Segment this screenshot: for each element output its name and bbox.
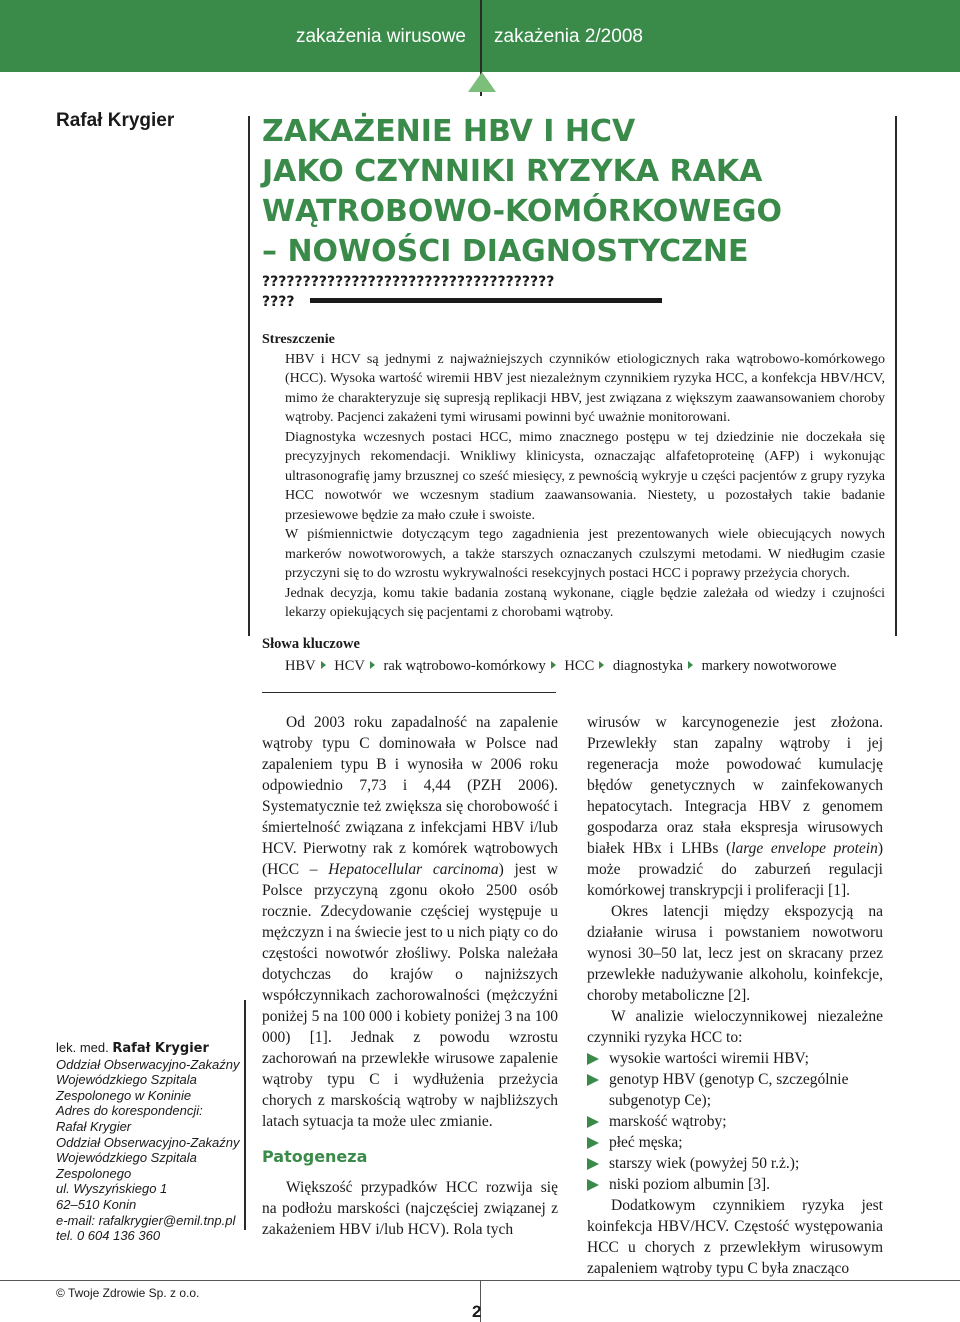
section-rule (262, 692, 556, 693)
author-affiliation (56, 1040, 242, 1244)
keyword: diagnostyka (612, 658, 683, 674)
keyword-separator-icon (599, 661, 604, 669)
abstract-heading: Streszczenie (262, 332, 335, 347)
keywords-label: Słowa kluczowe (262, 636, 360, 652)
english-title-line: ???? (262, 294, 295, 310)
author-line: lek. med. Rafał Krygier (56, 1040, 209, 1056)
keyword-separator-icon (688, 661, 693, 669)
header-section-label: zakażenia wirusowe (295, 26, 466, 47)
correspondence-department: Oddział Obserwacyjno-Zakaźny Wojewódzkiego Szpitala Zespolonego (56, 1134, 240, 1181)
body-paragraph: Większość przypadków HCC rozwija się na podłożu marskości (najczęściej związanej z zakażeniem HBV i/lub HCV). Rola tych (262, 1179, 558, 1238)
list-item: starszy wiek (powyżej 50 r.ż.); (587, 1153, 883, 1174)
keyword: HBV (285, 658, 316, 674)
keyword: rak wątrobowo-komórkowy (383, 658, 546, 674)
title-line: WĄTROBOWO-KOMÓRKOWEGO (262, 194, 782, 229)
body-paragraph: Okres latencji między ekspozycją na działanie wirusa i powstaniem nowotworu wynosi 30–50 lat, lecz jest on skracany przez przewlekłe nadużywanie alkoholu, koinfekcje, choroby metaboliczne [2]. (587, 903, 883, 1004)
english-title (262, 272, 554, 312)
risk-factor-list (587, 1048, 883, 1195)
author-name: Rafał Krygier (56, 110, 175, 131)
abstract-paragraph: W piśmiennictwie dotyczącym tego zagadnienia jest prezentowanych wiele obiecujących nowych markerów nowotworowych, a także starszych oznaczanych czulszymi metodami. W niedługim czasie przyczyni się to do wzrostu wykrywalności resekcyjnych postaci HCC i poprawy przeżycia chorych. (285, 527, 885, 581)
correspondence-name: Rafał Krygier (56, 1118, 132, 1134)
keyword: markery nowotworowe (701, 658, 837, 674)
body-paragraph: Od 2003 roku zapadalność na zapalenie wątroby typu C dominowała w Polsce nad zapaleniem typu B i wynosiła w 2006 roku odpowiednio 7,73 i 4,44 (PZH 2006). Systematycznie też zwiększa się chorobowość i śmiertelność związana z infekcjami HBV i/lub HCV. Pierwotny rak z komórek wątrobowych (HCC – Hepatocellular carcinoma) jest w Polsce przyczyną zgonu około 2500 osób rocznie. Zdecydowanie częściej występuje u mężczyzn i na świecie jest to u nich piąty co do częstości nowotwór złośliwy. Polska należała dotychczas do krajów o najniższych współczynnikach zachorowalności (mężczyźni poniżej 5 na 100 000 i kobiety poniżej 3 na 100 000) [1]. Jednak z powodu wzrostu zachorowań na przewlekłe wirusowe zapalenie wątroby typu C i wydłużenia przeżycia chorych z marskością wątroby w najbliższych latach sytuacja ta może ulec zmianie. (262, 714, 558, 1130)
list-item: marskość wątroby; (587, 1111, 883, 1132)
page-number: 2 (472, 1302, 482, 1321)
title-line: JAKO CZYNNIKI RYZYKA RAKA (262, 154, 763, 189)
list-item: wysokie wartości wiremii HBV; (587, 1048, 883, 1069)
section-heading-patogeneza: Patogeneza (262, 1147, 368, 1166)
copyright: © Twoje Zdrowie Sp. z o.o. (56, 1286, 200, 1300)
list-item: niski poziom albumin [3]. (587, 1174, 883, 1195)
keywords-list (285, 656, 836, 676)
right-rule (895, 116, 897, 636)
keyword: HCC (564, 658, 595, 674)
header-triangle-icon (468, 72, 496, 92)
body-paragraph: wirusów w karcynogenezie jest złożona. Przewlekły stan zapalny wątroby i jej regeneracja może powodować kumulację błędów genetycznych w zainfekowanych hepatocytach. Integracja HBV z genomem gospodarza oraz stała ekspresja wirusowych białek HBx i LHBs (large envelope protein) może prowadzić do zaburzeń regulacji komórkowej transkrypcji i proliferacji [1]. (587, 714, 883, 899)
keyword-separator-icon (370, 661, 375, 669)
body-column-2 (587, 712, 883, 1279)
left-rule (248, 116, 250, 636)
english-title-bar (310, 298, 662, 303)
department: Oddział Obserwacyjno-Zakaźny Wojewódzkiego Szpitala Zespolonego w Koninie (56, 1056, 240, 1103)
title-line: – NOWOŚCI DIAGNOSTYCZNE (262, 234, 749, 269)
affiliation-rule (244, 1000, 246, 1230)
keyword-separator-icon (321, 661, 326, 669)
header-journal-issue: zakażenia 2/2008 (494, 26, 643, 47)
email-address: e-mail: rafalkrygier@emil.tnp.pl (56, 1212, 236, 1228)
abstract (262, 330, 885, 623)
list-item: genotyp HBV (genotyp C, szczególnie subgenotyp Ce); (587, 1069, 883, 1111)
title-line: ZAKAŻENIE HBV I HCV (262, 114, 636, 149)
phone-number: tel. 0 604 136 360 (56, 1228, 161, 1244)
street-address: ul. Wyszyńskiego 1 (56, 1181, 168, 1197)
body-paragraph: Dodatkowym czynnikiem ryzyka jest koinfekcja HBV/HCV. Częstość występowania HCC u chorych z przewlekłym wirusowym zapaleniem wątroby typu C była znacząco (587, 1197, 883, 1277)
body-column-1 (262, 712, 558, 1240)
abstract-paragraph: HBV i HCV są jednymi z najważniejszych czynników etiologicznych raka wątrobowo-komórkowego (HCC). Wysoka wartość wiremii HBV jest niezależnym czynnikiem ryzyka HCC, a konfekcja HBV/HCV, mimo że charakteryzuje się supresją replikacji HBV, jest związana z większym zaawansowaniem choroby wątroby. Pacjenci zakażeni tymi wirusami powinni być uważnie monitorowani. (285, 351, 885, 425)
article-title (262, 112, 882, 272)
keyword: HCV (334, 658, 365, 674)
correspondence-label: Adres do korespondencji: (56, 1103, 203, 1119)
abstract-paragraph: Diagnostyka wczesnych postaci HCC, mimo znacznego postępu w tej dziedzinie nie doczekała się precyzyjnych rekomendacji. Wnikliwy klinicysta, oznaczając alfafetoproteinę (AFP) i wykonując ultrasonografię jamy brzusznej co sześć miesięcy, z pewnością wykryje u części pacjentów z grupy ryzyka HCC nowotwór we wczesnym stadium zaawansowania. Niestety, u pozostałych takie badanie przesiewowe będzie za mało czułe i swoiste. (285, 429, 885, 523)
body-paragraph: W analizie wieloczynnikowej niezależne czynniki ryzyka HCC to: (587, 1008, 883, 1046)
keyword-separator-icon (551, 661, 556, 669)
city-address: 62–510 Konin (56, 1196, 137, 1212)
english-title-line: ???????????????????????????????????? (262, 274, 555, 290)
abstract-paragraph: Jednak decyzja, komu takie badania zostaną wykonane, ciągle będzie zależała od wiedzy i czujności lekarzy opiekujących się pacjentami z chorobami wątroby. (285, 585, 885, 620)
list-item: płeć męska; (587, 1132, 883, 1153)
